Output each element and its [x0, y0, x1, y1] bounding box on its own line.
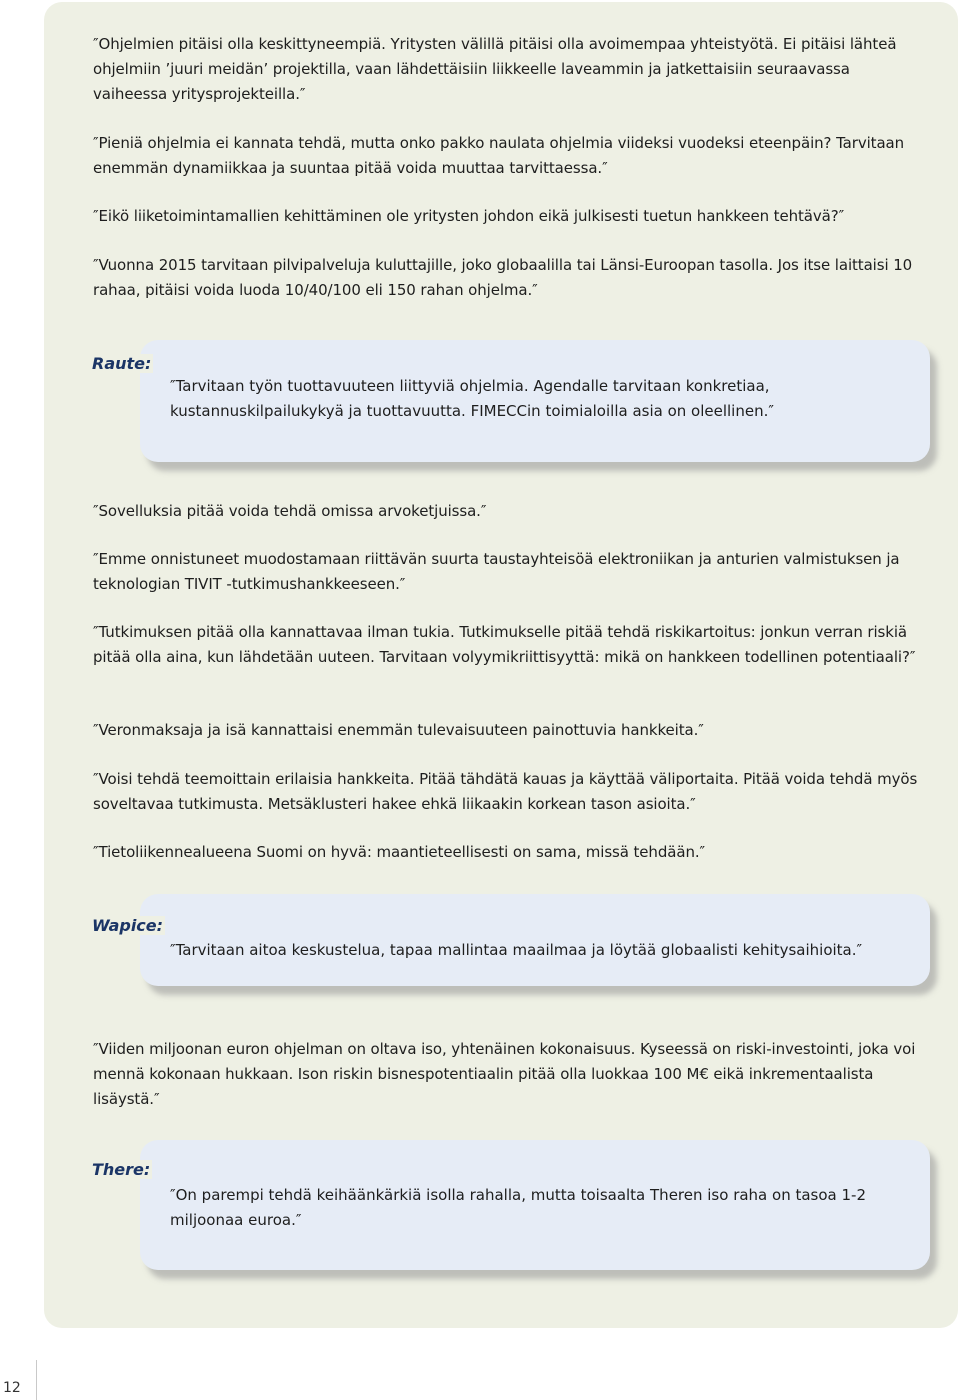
callout-label-there: There: — [92, 1160, 151, 1179]
quote-paragraph: ″Vuonna 2015 tarvitaan pilvipalveluja kuluttajille, joko globaalilla tai Länsi-Euroopan tasolla. Jos itse laittaisi 10 rahaa, pitäisi voida luoda 10/40/100 eli 150 rahan ohjelma.″ — [93, 256, 913, 299]
quote-paragraph: ″Tietoliikennealueena Suomi on hyvä: maantieteellisesti on sama, missä tehdään.″ — [93, 843, 706, 861]
page-number: 12 — [3, 1380, 21, 1396]
quote-paragraph: ″Tutkimuksen pitää olla kannattavaa ilman tukia. Tutkimukselle pitää tehdä riskikartoitus: jonkun verran riskiä pitää olla aina, kun lähdetään uuteen. Tarvitaan volyymikriittisyyttä: mikä on hankkeen todellinen potentiaali?″ — [93, 623, 916, 666]
quote-paragraph: ″Voisi tehdä teemoittain erilaisia hankkeita. Pitää tähdätä kauas ja käyttää väliportaita. Pitää voida tehdä myös soveltavaa tutkimusta. Metsäklusteri hakee ehkä liikaakin korkean tason asioita.″ — [93, 770, 918, 813]
quote-paragraph: ″Sovelluksia pitää voida tehdä omissa arvoketjuissa.″ — [93, 502, 487, 520]
callout-label-wapice: Wapice: — [92, 916, 164, 935]
callout-label-raute: Raute: — [92, 354, 152, 373]
quote-paragraph: ″Ohjelmien pitäisi olla keskittyneempiä. Yritysten välillä pitäisi olla avoimempaa yhteistyötä. Ei pitäisi lähteä ohjelmiin ’juuri meidän’ projektilla, vaan lähdettäisiin liikkeelle laveammin ja jatkettaisiin seuraavassa vaiheessa yritysprojekteilla.″ — [93, 35, 897, 103]
quote-paragraph: ″Eikö liiketoimintamallien kehittäminen ole yritysten johdon eikä julkisesti tuetun hankkeen tehtävä?″ — [93, 207, 845, 225]
quote-paragraph: ″Veronmaksaja ja isä kannattaisi enemmän tulevaisuuteen painottuvia hankkeita.″ — [93, 721, 704, 739]
page-margin-rule — [36, 1360, 37, 1400]
quote-paragraph: ″Emme onnistuneet muodostamaan riittävän suurta taustayhteisöä elektroniikan ja anturien valmistuksen ja teknologian TIVIT -tutkimushankkeeseen.″ — [93, 550, 900, 593]
callout-quote-raute: ″Tarvitaan työn tuottavuuteen liittyviä ohjelmia. Agendalle tarvitaan konkretiaa, kustannuskilpailukykyä ja tuottavuutta. FIMECCin toimialoilla asia on oleellinen.″ — [170, 377, 774, 420]
quote-paragraph: ″Viiden miljoonan euron ohjelman on oltava iso, yhtenäinen kokonaisuus. Kyseessä on riski-investointi, joka voi mennä kokonaan hukkaan. Ison riskin bisnespotentiaalin pitää olla luokkaa 100 M€ eikä inkrementaalista lisäystä.″ — [93, 1040, 916, 1108]
callout-quote-there: ″On parempi tehdä keihäänkärkiä isolla rahalla, mutta toisaalta Theren iso raha on tasoa 1-2 miljoonaa euroa.″ — [170, 1186, 866, 1229]
quote-paragraph: ″Pieniä ohjelmia ei kannata tehdä, mutta onko pakko naulata ohjelmia viideksi vuodeksi eteenpäin? Tarvitaan enemmän dynamiikkaa ja suuntaa pitää voida muuttaa tarvittaessa.″ — [93, 134, 905, 177]
callout-quote-wapice: ″Tarvitaan aitoa keskustelua, tapaa mallintaa maailmaa ja löytää globaalisti kehitysaihioita.″ — [170, 941, 863, 959]
